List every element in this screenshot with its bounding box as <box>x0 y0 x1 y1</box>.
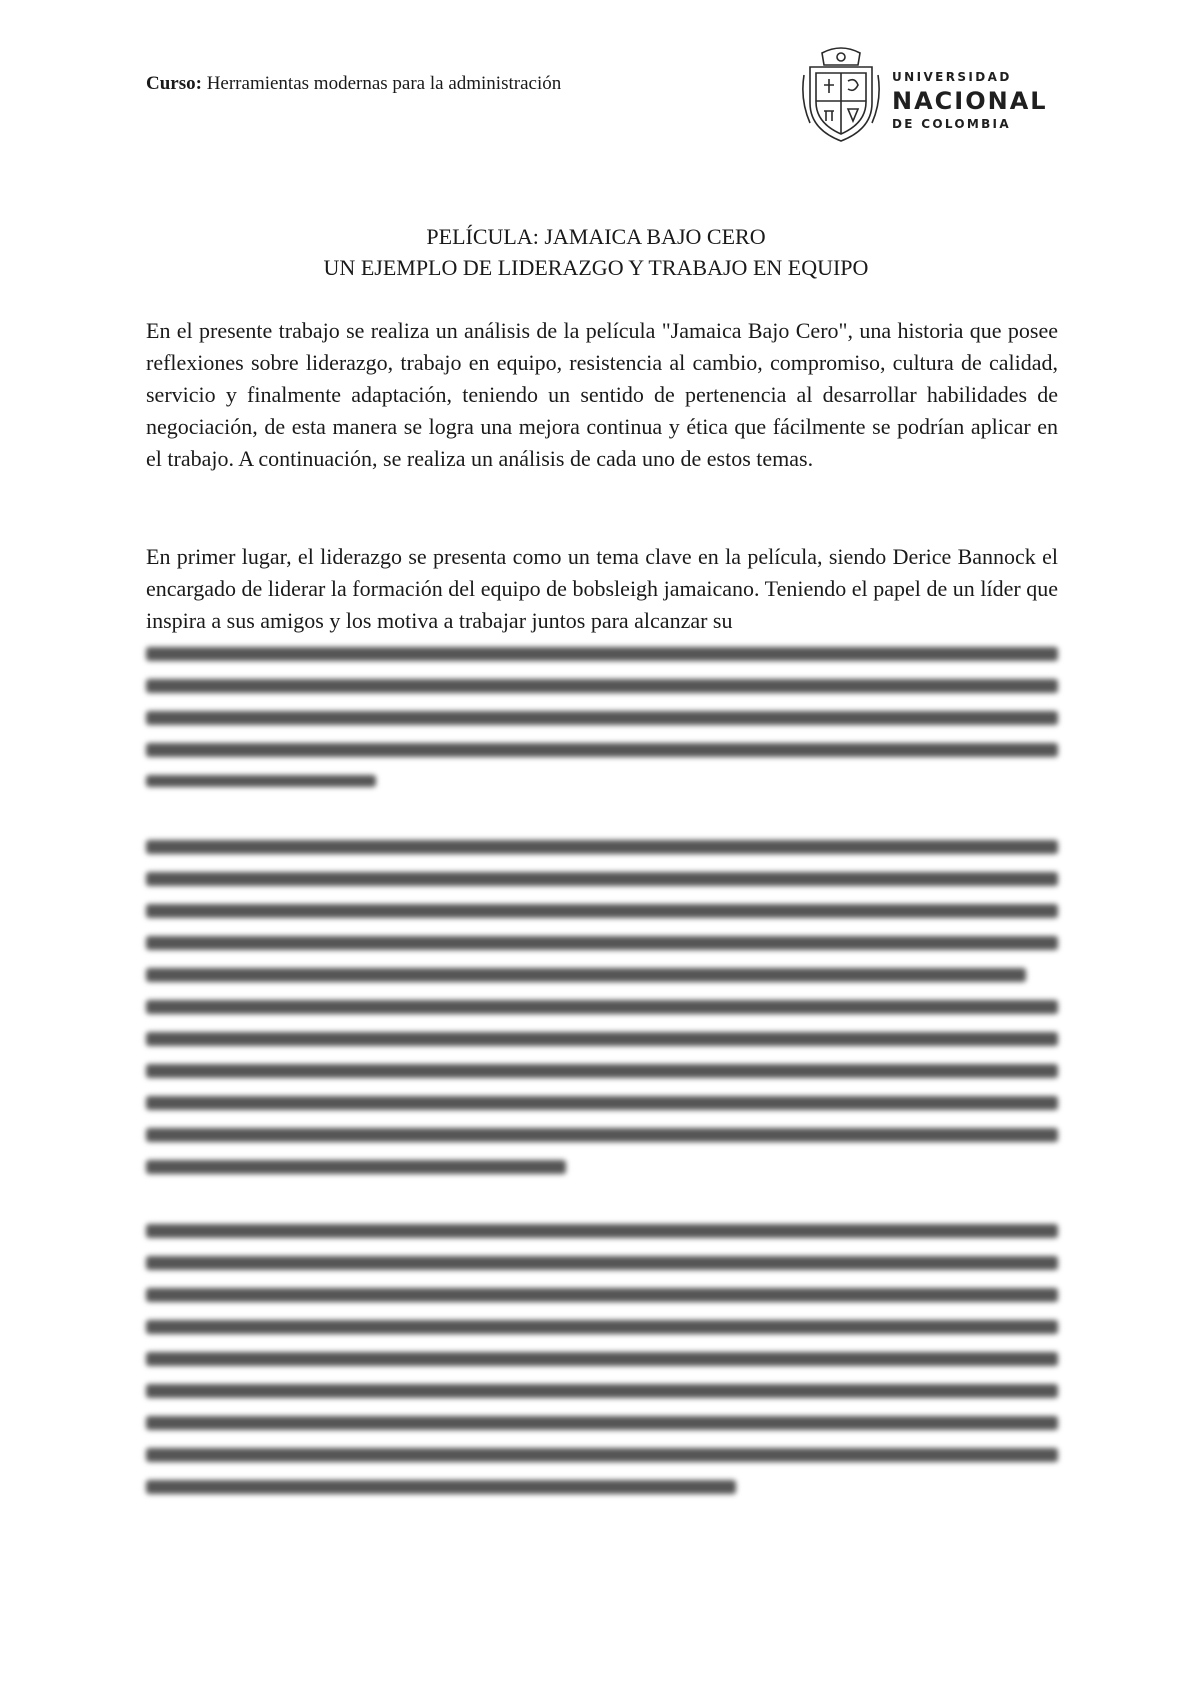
document-title-line-2: UN EJEMPLO DE LIDERAZGO Y TRABAJO EN EQUIPO <box>323 255 869 280</box>
blurred-lines-2 <box>146 830 1058 1180</box>
course-header <box>146 72 561 96</box>
university-seal-icon <box>800 45 882 145</box>
logo-line-de-colombia: DE COLOMBIA <box>892 117 1011 131</box>
university-wordmark <box>892 69 1048 132</box>
document-title-line-1: PELÍCULA: JAMAICA BAJO CERO <box>426 224 766 249</box>
course-label: Curso: <box>146 73 202 94</box>
logo-line-nacional: NACIONAL <box>892 87 1048 115</box>
paragraph-intro: En el presente trabajo se realiza un análisis de la película "Jamaica Bajo Cero", una historia que posee reflexiones sobre liderazgo, trabajo en equipo, resistencia al cambio, compromiso, cultura de calidad, servicio y finalmente adaptación, teniendo un sentido de pertenencia al desarrollar habilidades de negociación, de esta manera se logra una mejora continua y ética que fácilmente se podrían aplicar en el trabajo. A continuación, se realiza un análisis de cada uno de estos temas. <box>146 318 1058 471</box>
paragraph-leadership: En primer lugar, el liderazgo se presenta como un tema clave en la película, siendo Derice Bannock el encargado de liderar la formación del equipo de bobsleigh jamaicano. Teniendo el papel de un líder que inspira a sus amigos y los motiva a trabajar juntos para alcanzar su <box>146 544 1058 633</box>
blurred-lines-3 <box>146 1214 1058 1504</box>
blurred-text-block-3 <box>146 1214 1058 1504</box>
blurred-lines-1 <box>146 637 1058 787</box>
course-name: Herramientas modernas para la administración <box>206 73 562 94</box>
university-logo <box>800 45 1048 145</box>
logo-line-universidad: UNIVERSIDAD <box>892 70 1012 84</box>
blurred-text-block-1 <box>146 637 1058 787</box>
blurred-text-block-2 <box>146 830 1058 1180</box>
